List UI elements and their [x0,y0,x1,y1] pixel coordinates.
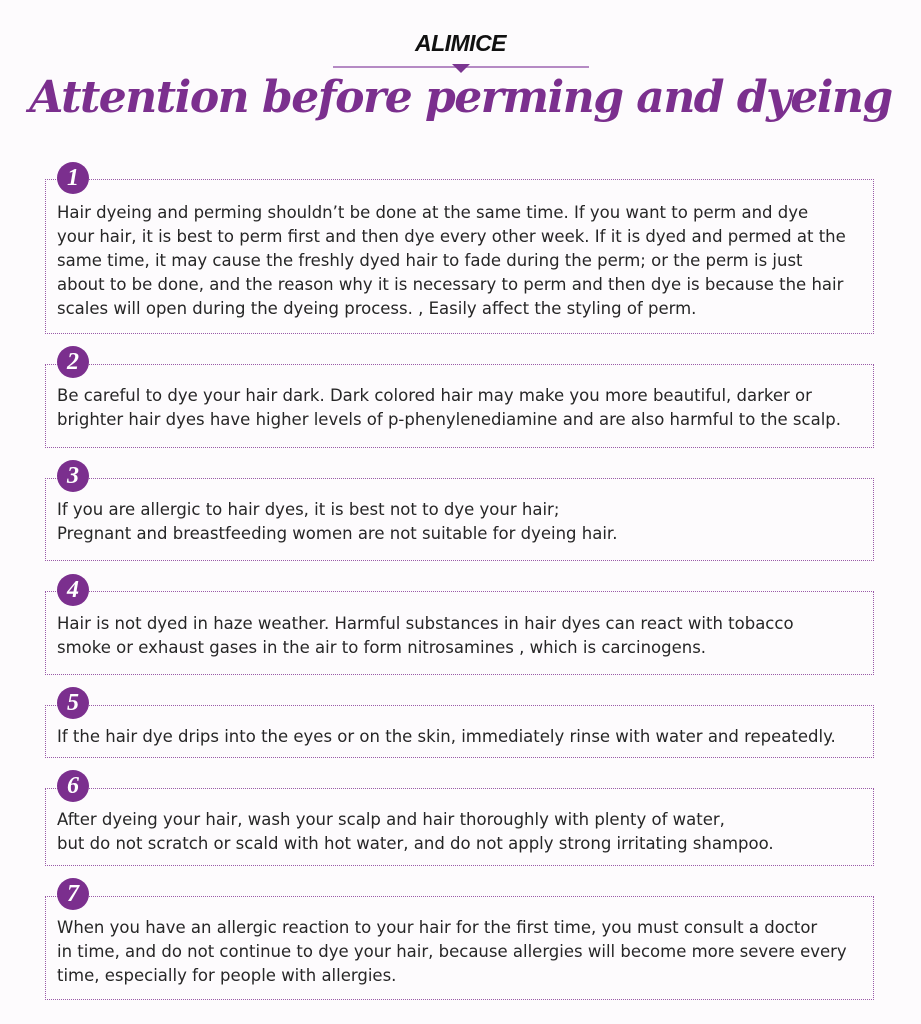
notice-card-6 [45,788,874,866]
notice-text-7: When you have an allergic reaction to your hair for the first time, you must consult a doctor in time, and do not continue to dye your hair, because allergies will become more severe every time, especially for people with allergies. [57,918,847,985]
notice-text-6: After dyeing your hair, wash your scalp and hair thoroughly with plenty of water, but do not scratch or scald with hot water, and do not apply strong irritating shampoo. [57,810,774,853]
number-badge-2: 2 [57,346,89,378]
notice-card-4 [45,591,874,675]
number-badge-4: 4 [57,574,89,606]
notice-card-7 [45,896,874,1000]
notice-text-1: Hair dyeing and perming shouldn’t be done at the same time. If you want to perm and dye your hair, it is best to perm first and then dye every other week. If it is dyed and permed at the same time, it may cause the freshly dyed hair to fade during the perm; or the perm is just about to be done, and the reason why it is necessary to perm and then dye is because the hair scales will open during the dyeing process. , Easily affect the styling of perm. [57,203,846,318]
number-badge-7: 7 [57,878,89,910]
notice-text-4: Hair is not dyed in haze weather. Harmful substances in hair dyes can react with tobacco smoke or exhaust gases in the air to form nitrosamines , which is carcinogens. [57,614,794,657]
page-title: Attention before perming and dyeing [29,72,892,123]
notice-text-3: If you are allergic to hair dyes, it is best not to dye your hair; Pregnant and breastfeeding women are not suitable for dyeing hair. [57,500,618,543]
notice-card-1 [45,179,874,334]
number-badge-3: 3 [57,460,89,492]
notice-text-5: If the hair dye drips into the eyes or on the skin, immediately rinse with water and repeatedly. [57,727,836,746]
number-badge-1: 1 [57,162,89,194]
brand-name: ALIMICE [414,30,507,56]
notice-text-2: Be careful to dye your hair dark. Dark colored hair may make you more beautiful, darker or brighter hair dyes have higher levels of p-phenylenediamine and are also harmful to the scalp. [57,386,841,429]
notice-card-3 [45,478,874,561]
notice-card-2 [45,364,874,448]
number-badge-5: 5 [57,687,89,719]
notice-card-5 [45,705,874,758]
number-badge-6: 6 [57,770,89,802]
